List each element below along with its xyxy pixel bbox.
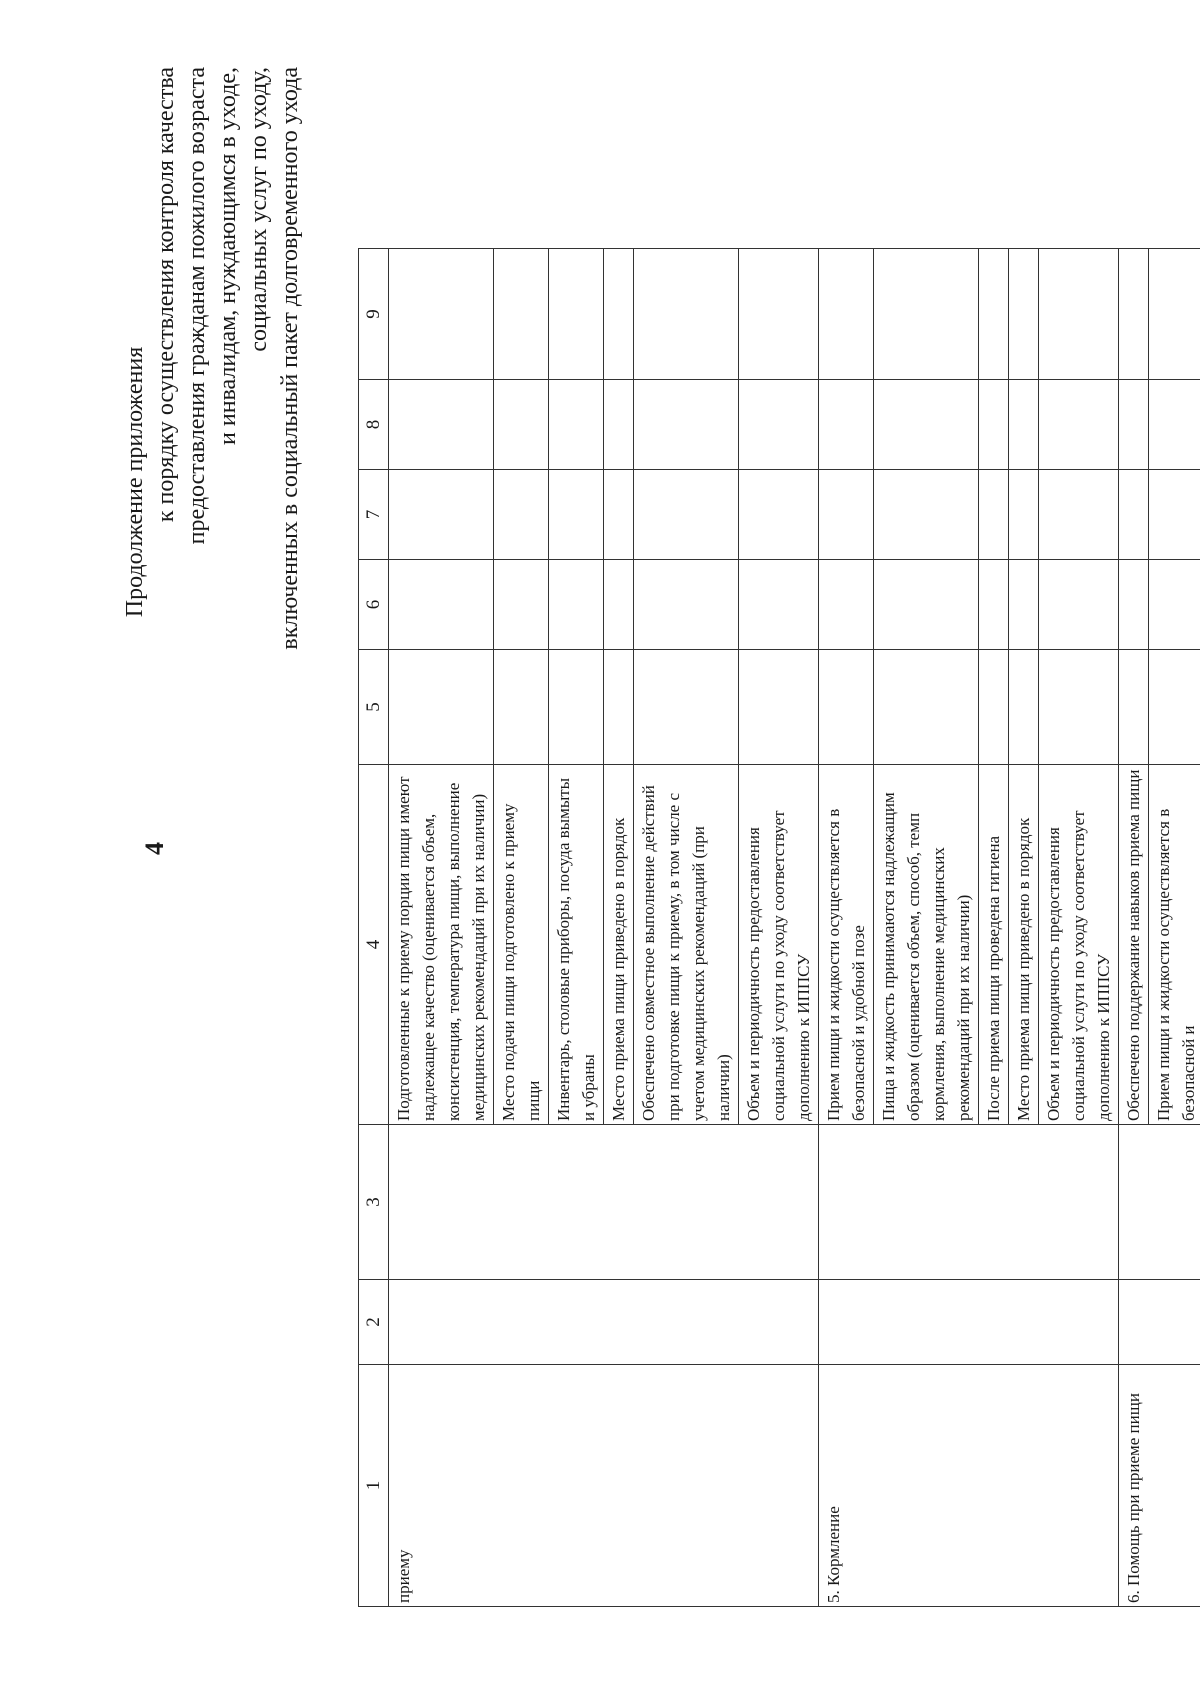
table-row xyxy=(389,249,494,1607)
score-cell xyxy=(1119,380,1149,470)
score-cell xyxy=(549,650,604,765)
score-cell xyxy=(1009,650,1039,765)
criterion-cell: Пища и жидкость принимаются надлежащим образом (оценивается объем, способ, темп кормления, выполнение медицинских рекомендаций при их наличии) xyxy=(874,765,979,1125)
appendix-header-line: включенных в социальный пакет долговременного ухода xyxy=(277,67,303,650)
score-cell xyxy=(549,470,604,560)
empty-cell xyxy=(1119,1125,1200,1280)
score-cell xyxy=(874,249,979,380)
appendix-header xyxy=(120,67,306,1397)
empty-cell xyxy=(389,1125,819,1280)
score-cell xyxy=(874,650,979,765)
score-cell xyxy=(819,560,874,650)
score-cell xyxy=(634,249,739,380)
criterion-cell: Прием пищи и жидкости осуществляется в безопасной и удобной позе xyxy=(819,765,874,1125)
criterion-cell: Место приема пищи приведено в порядок xyxy=(1009,765,1039,1125)
score-cell xyxy=(549,380,604,470)
criterion-cell: Обеспечено совместное выполнение действий при подготовке пищи к приему, в том числе с учетом медицинских рекомендаций (при наличии) xyxy=(634,765,739,1125)
score-cell xyxy=(1039,249,1119,380)
score-cell xyxy=(1149,560,1200,650)
appendix-header-line: предоставления гражданам пожилого возраста xyxy=(184,67,210,545)
page-number: 4 xyxy=(140,842,169,855)
score-cell xyxy=(494,560,549,650)
score-cell xyxy=(979,560,1009,650)
column-header: 3 xyxy=(359,1125,389,1280)
criterion-cell: Подготовленные к приему порции пищи имеют надлежащее качество (оценивается объем, консистенция, температура пищи, выполнение медицинских рекомендаций при их наличии) xyxy=(389,765,494,1125)
score-cell xyxy=(634,380,739,470)
column-header: 2 xyxy=(359,1280,389,1365)
appendix-header-line: и инвалидам, нуждающимся в уходе, xyxy=(215,67,241,445)
criterion-cell: Объем и периодичность предоставления социальной услуги по уходу соответствует дополнению к ИППСУ xyxy=(739,765,819,1125)
column-header: 5 xyxy=(359,650,389,765)
score-cell xyxy=(389,380,494,470)
criterion-cell: Инвентарь, столовые приборы, посуда вымыты и убраны xyxy=(549,765,604,1125)
score-cell xyxy=(819,380,874,470)
score-cell xyxy=(634,650,739,765)
score-cell xyxy=(549,249,604,380)
score-cell xyxy=(739,380,819,470)
score-cell xyxy=(979,380,1009,470)
appendix-header-line: к порядку осуществления контроля качества xyxy=(153,67,179,523)
score-cell xyxy=(874,560,979,650)
score-cell xyxy=(874,380,979,470)
score-cell xyxy=(389,249,494,380)
score-cell xyxy=(634,470,739,560)
column-header: 1 xyxy=(359,1365,389,1607)
score-cell xyxy=(494,650,549,765)
score-cell xyxy=(389,560,494,650)
table-row xyxy=(819,249,874,1607)
score-cell xyxy=(1039,470,1119,560)
score-cell xyxy=(1149,380,1200,470)
score-cell xyxy=(874,470,979,560)
criterion-cell: Место подачи пищи подготовлено к приему пищи xyxy=(494,765,549,1125)
score-cell xyxy=(1009,560,1039,650)
score-cell xyxy=(1149,650,1200,765)
score-cell xyxy=(549,560,604,650)
empty-cell xyxy=(389,1280,819,1365)
appendix-title: Продолжение приложения xyxy=(122,346,148,618)
table-body xyxy=(389,249,1200,1607)
score-cell xyxy=(1039,560,1119,650)
score-cell xyxy=(1119,560,1149,650)
score-cell xyxy=(1149,249,1200,380)
service-name-cell: приему xyxy=(389,1365,819,1607)
score-cell xyxy=(1009,249,1039,380)
column-header: 9 xyxy=(359,249,389,380)
score-cell xyxy=(494,380,549,470)
criterion-cell: После приема пищи проведена гигиена xyxy=(979,765,1009,1125)
criterion-cell: Обеспечено поддержание навыков приема пищи xyxy=(1119,765,1149,1125)
score-cell xyxy=(389,650,494,765)
score-cell xyxy=(819,650,874,765)
score-cell xyxy=(1119,650,1149,765)
service-name-cell: 5. Кормление xyxy=(819,1365,1119,1607)
score-cell xyxy=(1009,470,1039,560)
score-cell xyxy=(1119,470,1149,560)
column-header: 4 xyxy=(359,765,389,1125)
column-header: 7 xyxy=(359,470,389,560)
score-cell xyxy=(1009,380,1039,470)
score-cell xyxy=(604,650,634,765)
score-cell xyxy=(494,470,549,560)
score-cell xyxy=(819,249,874,380)
score-cell xyxy=(1039,650,1119,765)
score-cell xyxy=(739,249,819,380)
score-cell xyxy=(604,560,634,650)
table-header-row xyxy=(359,249,389,1607)
service-name-cell: 6. Помощь при приеме пищи xyxy=(1119,1365,1200,1607)
score-cell xyxy=(634,560,739,650)
score-cell xyxy=(739,650,819,765)
quality-control-table xyxy=(358,248,1200,1607)
score-cell xyxy=(1039,380,1119,470)
criterion-cell: Место приема пищи приведено в порядок xyxy=(604,765,634,1125)
score-cell xyxy=(1119,249,1149,380)
empty-cell xyxy=(1119,1280,1200,1365)
score-cell xyxy=(739,560,819,650)
score-cell xyxy=(604,470,634,560)
score-cell xyxy=(494,249,549,380)
score-cell xyxy=(604,380,634,470)
score-cell xyxy=(979,650,1009,765)
table-row xyxy=(1119,249,1149,1607)
score-cell xyxy=(979,470,1009,560)
score-cell xyxy=(389,470,494,560)
column-header: 6 xyxy=(359,560,389,650)
criterion-cell: Прием пищи и жидкости осуществляется в безопасной и xyxy=(1149,765,1200,1125)
score-cell xyxy=(819,470,874,560)
appendix-header-line: социальных услуг по уходу, xyxy=(246,67,272,352)
score-cell xyxy=(739,470,819,560)
score-cell xyxy=(604,249,634,380)
criterion-cell: Объем и периодичность предоставления социальной услуги по уходу соответствует дополнению к ИППСУ xyxy=(1039,765,1119,1125)
empty-cell xyxy=(819,1280,1119,1365)
empty-cell xyxy=(819,1125,1119,1280)
score-cell xyxy=(1149,470,1200,560)
score-cell xyxy=(979,249,1009,380)
column-header: 8 xyxy=(359,380,389,470)
